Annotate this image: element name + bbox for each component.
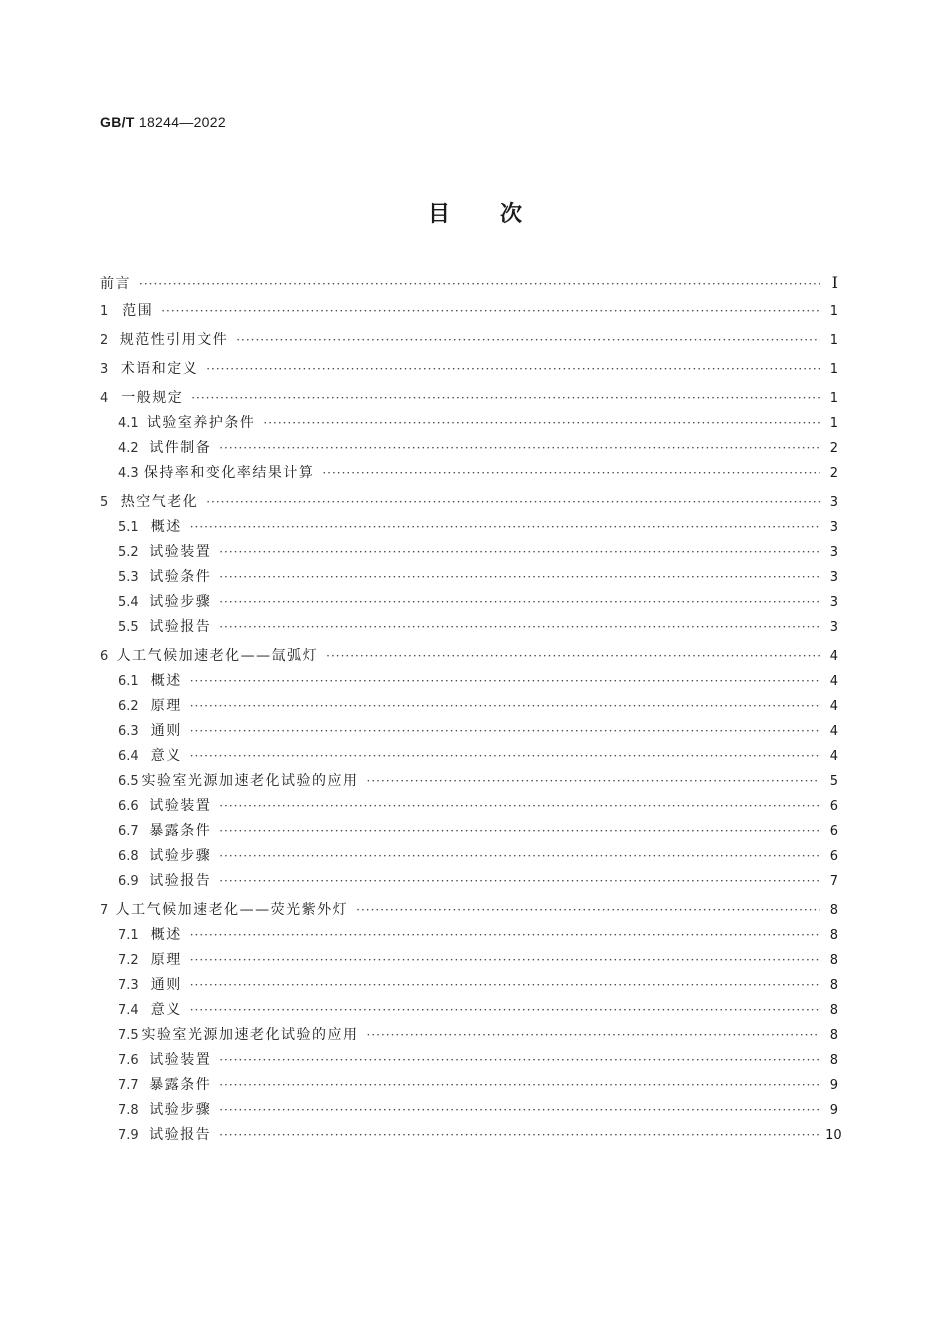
toc-leader-dots	[190, 973, 820, 998]
toc-entry[interactable]	[100, 270, 838, 295]
toc-entry[interactable]	[100, 819, 838, 844]
toc-entry-number: 3	[100, 362, 109, 377]
toc-entry-page: 3	[829, 570, 838, 585]
toc-entry[interactable]	[100, 644, 838, 669]
toc-entry-page: 4	[829, 724, 838, 739]
toc-leader-dots	[263, 411, 820, 436]
toc-entry[interactable]	[100, 328, 838, 353]
toc-entry-page: 4	[829, 749, 838, 764]
toc-entry-page: 7	[829, 874, 838, 889]
toc-entry-page: 4	[829, 699, 838, 714]
toc-entry-page: 2	[829, 441, 838, 456]
toc-entry-label: 暴露条件	[149, 823, 212, 839]
toc-entry-label: 试验装置	[149, 544, 212, 560]
toc-leader-dots	[219, 436, 820, 461]
toc-entry-page: 1	[829, 391, 838, 406]
toc-entry-page: 1	[829, 333, 838, 348]
toc-entry-number: 6.6	[118, 799, 139, 814]
toc-entry-number: 7	[100, 903, 109, 918]
toc-entry-label: 试验装置	[149, 798, 212, 814]
toc-entry[interactable]	[100, 1023, 838, 1048]
toc-entry-page: 6	[829, 849, 838, 864]
toc-entry-number: 5.4	[118, 595, 139, 610]
toc-entry[interactable]	[100, 973, 838, 998]
toc-entry-label: 试件制备	[149, 440, 212, 456]
toc-entry-label: 原理	[150, 698, 182, 714]
toc-leader-dots	[322, 461, 820, 486]
toc-entry-number: 4	[100, 391, 109, 406]
toc-entry-number: 5.3	[118, 570, 139, 585]
toc-entry-page: 9	[829, 1103, 838, 1118]
toc-entry-number: 4.2	[118, 441, 139, 456]
toc-entry-page: 4	[829, 649, 838, 664]
toc-entry[interactable]	[100, 590, 838, 615]
page-title	[0, 197, 950, 228]
table-of-contents	[100, 270, 842, 1148]
toc-entry-number: 5.5	[118, 620, 139, 635]
toc-entry-number: 7.6	[118, 1053, 139, 1068]
toc-entry-number: 7.1	[118, 928, 139, 943]
toc-leader-dots	[190, 948, 820, 973]
toc-leader-dots	[219, 844, 820, 869]
toc-entry[interactable]	[100, 869, 838, 894]
toc-entry[interactable]	[100, 719, 838, 744]
toc-entry[interactable]	[100, 1123, 842, 1148]
toc-entry-number: 7.7	[118, 1078, 139, 1093]
toc-entry-page: 8	[829, 978, 838, 993]
toc-entry[interactable]	[100, 1073, 838, 1098]
toc-entry-label: 热空气老化	[120, 494, 199, 510]
toc-leader-dots	[219, 869, 820, 894]
toc-leader-dots	[161, 299, 820, 324]
toc-leader-dots	[190, 998, 820, 1023]
title-char-2: 次	[500, 202, 523, 227]
toc-leader-dots	[219, 590, 820, 615]
toc-entry-label: 原理	[150, 952, 182, 968]
toc-entry-label: 前言	[100, 276, 131, 292]
toc-leader-dots	[206, 490, 820, 515]
toc-entry-number: 7.2	[118, 953, 139, 968]
toc-entry[interactable]	[100, 1048, 838, 1073]
toc-entry[interactable]	[100, 669, 838, 694]
toc-leader-dots	[219, 794, 820, 819]
toc-leader-dots	[190, 744, 820, 769]
standard-prefix: GB/T	[100, 114, 135, 130]
toc-leader-dots	[219, 565, 820, 590]
toc-entry-label: 试验步骤	[149, 1102, 212, 1118]
toc-entry-page: 8	[829, 928, 838, 943]
toc-entry-number: 7.4	[118, 1003, 139, 1018]
toc-entry-number: 5	[100, 495, 109, 510]
toc-entry-page: 6	[829, 824, 838, 839]
toc-entry[interactable]	[100, 744, 838, 769]
toc-leader-dots	[191, 386, 820, 411]
toc-entry-page: 8	[829, 903, 838, 918]
toc-entry[interactable]	[100, 948, 838, 973]
toc-entry-page: 3	[829, 520, 838, 535]
toc-entry-page: 8	[829, 953, 838, 968]
toc-entry-page: 4	[829, 674, 838, 689]
toc-entry[interactable]	[100, 490, 838, 515]
toc-entry-page: 1	[829, 304, 838, 319]
toc-entry-label: 试验步骤	[149, 848, 212, 864]
toc-entry-label: 规范性引用文件	[119, 332, 229, 348]
title-char-1: 目	[427, 202, 450, 227]
toc-entry-label: 概述	[150, 927, 182, 943]
toc-entry-page: I	[831, 273, 838, 292]
toc-entry-label: 人工气候加速老化——氙弧灯	[116, 648, 319, 664]
toc-entry-page: 2	[829, 466, 838, 481]
toc-entry-label: 暴露条件	[149, 1077, 212, 1093]
toc-entry-label: 实验室光源加速老化试验的应用	[141, 773, 359, 789]
toc-entry[interactable]	[100, 515, 838, 540]
toc-leader-dots	[219, 1048, 820, 1073]
toc-entry[interactable]	[100, 540, 838, 565]
toc-entry[interactable]	[100, 357, 838, 382]
standard-code	[100, 114, 226, 130]
toc-entry-page: 5	[829, 774, 838, 789]
toc-entry-label: 通则	[150, 723, 182, 739]
toc-entry-label: 试验装置	[149, 1052, 212, 1068]
toc-leader-dots	[219, 540, 820, 565]
toc-entry[interactable]	[100, 998, 838, 1023]
toc-entry-label: 意义	[150, 1002, 182, 1018]
toc-entry-label: 试验报告	[149, 1127, 212, 1143]
toc-leader-dots	[190, 515, 820, 540]
toc-entry[interactable]	[100, 1098, 838, 1123]
toc-leader-dots	[139, 272, 820, 297]
toc-entry-number: 6	[100, 649, 109, 664]
toc-leader-dots	[219, 819, 820, 844]
toc-leader-dots	[219, 1123, 819, 1148]
toc-entry-label: 人工气候加速老化——荧光紫外灯	[115, 902, 349, 918]
toc-entry-page: 8	[829, 1053, 838, 1068]
toc-entry-number: 5.2	[118, 545, 139, 560]
toc-entry-number: 6.4	[118, 749, 139, 764]
toc-entry[interactable]	[100, 386, 838, 411]
toc-entry[interactable]	[100, 898, 838, 923]
toc-entry-number: 6.7	[118, 824, 139, 839]
toc-entry-number: 4.1	[118, 416, 139, 431]
toc-entry[interactable]	[100, 923, 838, 948]
toc-entry-number: 6.8	[118, 849, 139, 864]
toc-entry[interactable]	[100, 769, 838, 794]
toc-entry-label: 术语和定义	[120, 361, 199, 377]
toc-entry-label: 保持率和变化率结果计算	[143, 465, 315, 481]
toc-entry[interactable]	[100, 694, 838, 719]
toc-entry[interactable]	[100, 844, 838, 869]
toc-leader-dots	[219, 615, 820, 640]
toc-entry-label: 试验报告	[149, 873, 212, 889]
toc-leader-dots	[326, 644, 820, 669]
toc-leader-dots	[190, 719, 820, 744]
toc-entry[interactable]	[100, 794, 838, 819]
toc-entry-number: 6.2	[118, 699, 139, 714]
toc-entry-page: 8	[829, 1003, 838, 1018]
toc-entry-label: 试验报告	[149, 619, 212, 635]
toc-entry-label: 试验步骤	[149, 594, 212, 610]
toc-entry-label: 意义	[150, 748, 182, 764]
toc-entry[interactable]	[100, 565, 838, 590]
toc-entry-number: 7.3	[118, 978, 139, 993]
toc-leader-dots	[219, 1098, 820, 1123]
toc-leader-dots	[190, 923, 820, 948]
toc-entry-label: 通则	[150, 977, 182, 993]
toc-entry-label: 概述	[150, 519, 182, 535]
toc-entry-number: 6.3	[118, 724, 139, 739]
toc-entry-number: 7.9	[118, 1128, 139, 1143]
toc-entry-number: 4.3	[118, 466, 139, 481]
toc-entry-label: 试验条件	[149, 569, 212, 585]
toc-entry-page: 6	[829, 799, 838, 814]
toc-entry-number: 6.5	[118, 774, 139, 789]
toc-entry-page: 9	[829, 1078, 838, 1093]
standard-number: 18244—2022	[138, 114, 226, 130]
toc-entry-page: 10	[825, 1128, 842, 1143]
toc-leader-dots	[190, 694, 820, 719]
toc-leader-dots	[190, 669, 820, 694]
toc-leader-dots	[206, 357, 820, 382]
toc-entry[interactable]	[100, 461, 838, 486]
toc-entry-number: 7.8	[118, 1103, 139, 1118]
toc-entry-number: 5.1	[118, 520, 139, 535]
toc-entry-page: 8	[829, 1028, 838, 1043]
toc-entry-page: 3	[829, 545, 838, 560]
toc-entry-label: 范围	[122, 303, 154, 319]
toc-entry-number: 6.1	[118, 674, 139, 689]
toc-entry-page: 1	[829, 362, 838, 377]
toc-entry-page: 3	[829, 620, 838, 635]
toc-entry-number: 7.5	[118, 1028, 139, 1043]
toc-leader-dots	[236, 328, 820, 353]
toc-leader-dots	[367, 1023, 820, 1048]
toc-entry-page: 3	[829, 595, 838, 610]
toc-entry[interactable]	[100, 436, 838, 461]
toc-leader-dots	[356, 898, 820, 923]
toc-entry-number: 2	[100, 333, 109, 348]
toc-entry-label: 试验室养护条件	[146, 415, 256, 431]
toc-entry-label: 实验室光源加速老化试验的应用	[141, 1027, 359, 1043]
toc-entry-page: 1	[829, 416, 838, 431]
toc-leader-dots	[367, 769, 820, 794]
toc-entry[interactable]	[100, 615, 838, 640]
toc-entry-page: 3	[829, 495, 838, 510]
toc-entry[interactable]	[100, 411, 838, 436]
toc-entry-label: 一般规定	[121, 390, 184, 406]
toc-entry-label: 概述	[150, 673, 182, 689]
toc-leader-dots	[219, 1073, 820, 1098]
toc-entry[interactable]	[100, 299, 838, 324]
toc-entry-number: 1	[100, 304, 109, 319]
toc-entry-number: 6.9	[118, 874, 139, 889]
